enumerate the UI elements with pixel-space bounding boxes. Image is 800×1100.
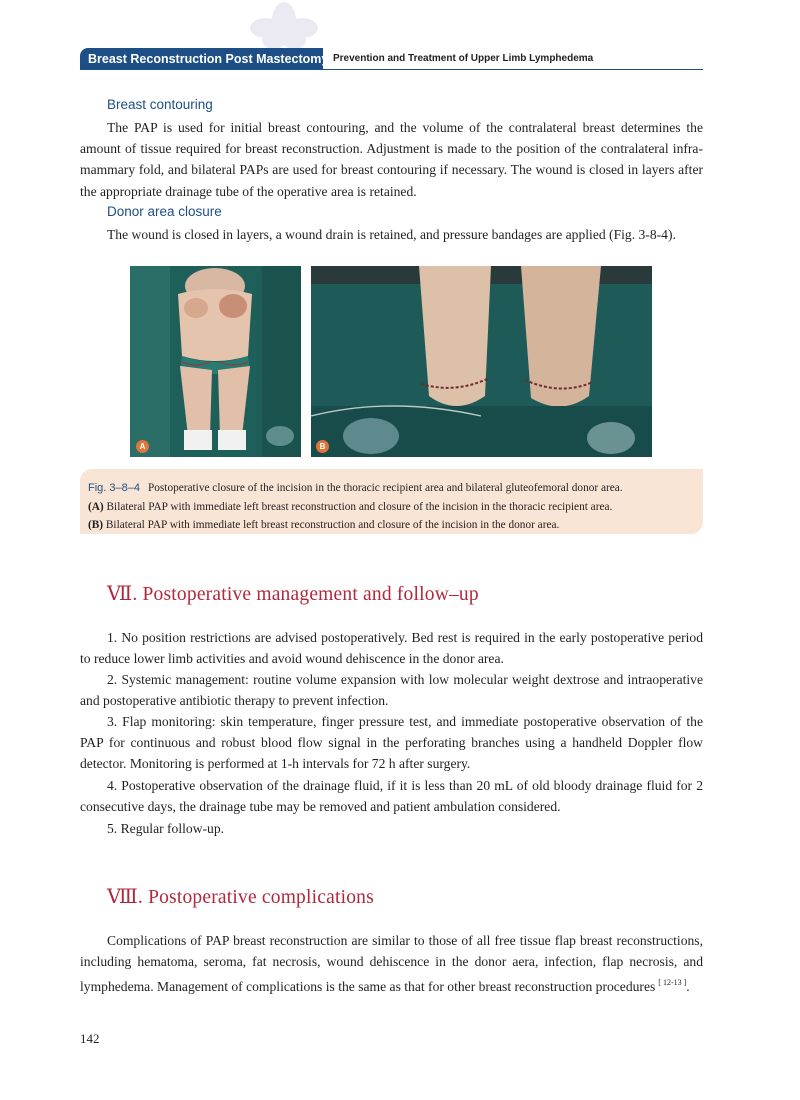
list-item: 1. No position restrictions are advised postoperatively. Bed rest is required in the early postoperative period to reduce lower limb activities and avoid wound dehiscence in the donor area. xyxy=(80,630,703,667)
list-item: 5. Regular follow-up. xyxy=(107,821,225,836)
caption-item-a-label: (A) xyxy=(88,500,104,513)
subheading-breast-contouring: Breast contouring xyxy=(107,97,213,112)
paragraph-complications xyxy=(80,930,703,998)
chapter-title: Prevention and Treatment of Upper Limb Lymphedema xyxy=(333,53,594,64)
paragraph-donor-area-closure: The wound is closed in layers, a wound drain is retained, and pressure bandages are applied (Fig. 3-8-4). xyxy=(107,227,676,242)
section-7-title: Ⅶ. Postoperative management and follow–up xyxy=(107,584,479,605)
caption-item-b-label: (B) xyxy=(88,519,104,531)
panel-b-label: B xyxy=(316,440,329,453)
section-8-title: Ⅷ. Postoperative complications xyxy=(107,887,374,908)
panel-a-label: A xyxy=(136,440,149,453)
list-item: 4. Postoperative observation of the drainage fluid, if it is less than 20 mL of old bloody drainage fluid for 2 consecutive days, the drainage tube may be removed and patient ambulation considered. xyxy=(80,778,703,815)
reference-citation: [ 12-13 ] xyxy=(658,978,687,988)
caption-text: Postoperative closure of the incision in the thoracic recipient area and bilateral gluteofemoral donor area. xyxy=(147,482,623,494)
book-title-tab: Breast Reconstruction Post Mastectomy xyxy=(80,48,323,70)
subheading-donor-area-closure: Donor area closure xyxy=(107,204,222,219)
figure-panel-a-photo xyxy=(130,266,301,457)
figure-caption xyxy=(80,469,703,534)
caption-figure-label: Fig. 3–8–4 xyxy=(88,482,140,494)
end-punctuation: . xyxy=(686,979,690,995)
page-number: 142 xyxy=(80,1031,100,1046)
caption-item-a-text: Bilateral PAP with immediate left breast reconstruction and closure of the incision in the thoracic recipient area. xyxy=(106,500,613,513)
flower-watermark xyxy=(244,0,324,48)
list-item: 3. Flap monitoring: skin temperature, finger pressure test, and immediate postoperative observation of the PAP for continuous and robust blood flow signal in the perforating branches using a handheld Doppler flow detector. Monitoring is performed at 1-h intervals for 72 h after surgery. xyxy=(80,714,703,772)
figure-panel-b-photo xyxy=(311,266,652,457)
list-item: 2. Systemic management: routine volume expansion with low molecular weight dextrose and intraoperative and postoperative antibiotic therapy to prevent infection. xyxy=(80,672,703,709)
caption-item-b-text: Bilateral PAP with immediate left breast reconstruction and closure of the incision in the donor area. xyxy=(105,519,560,531)
complications-text: Complications of PAP breast reconstruction are similar to those of all free tissue flap breast reconstructions, including hematoma, seroma, fat necrosis, wound dehiscence in the donor aera, infection, flap necrosis, and lymphedema. Management of complications is the same as that for other breast reconstruction procedures xyxy=(80,933,703,995)
header-rule xyxy=(323,69,703,70)
paragraph-breast-contouring: The PAP is used for initial breast contouring, and the volume of the contralateral breast determines the amount of tissue required for breast reconstruction. Adjustment is made to the position of the contralateral infra-mammary fold, and bilateral PAPs are used for breast contouring if necessary. The wound is closed in layers after the appropriate drainage tube of the operative area is retained. xyxy=(80,120,703,199)
